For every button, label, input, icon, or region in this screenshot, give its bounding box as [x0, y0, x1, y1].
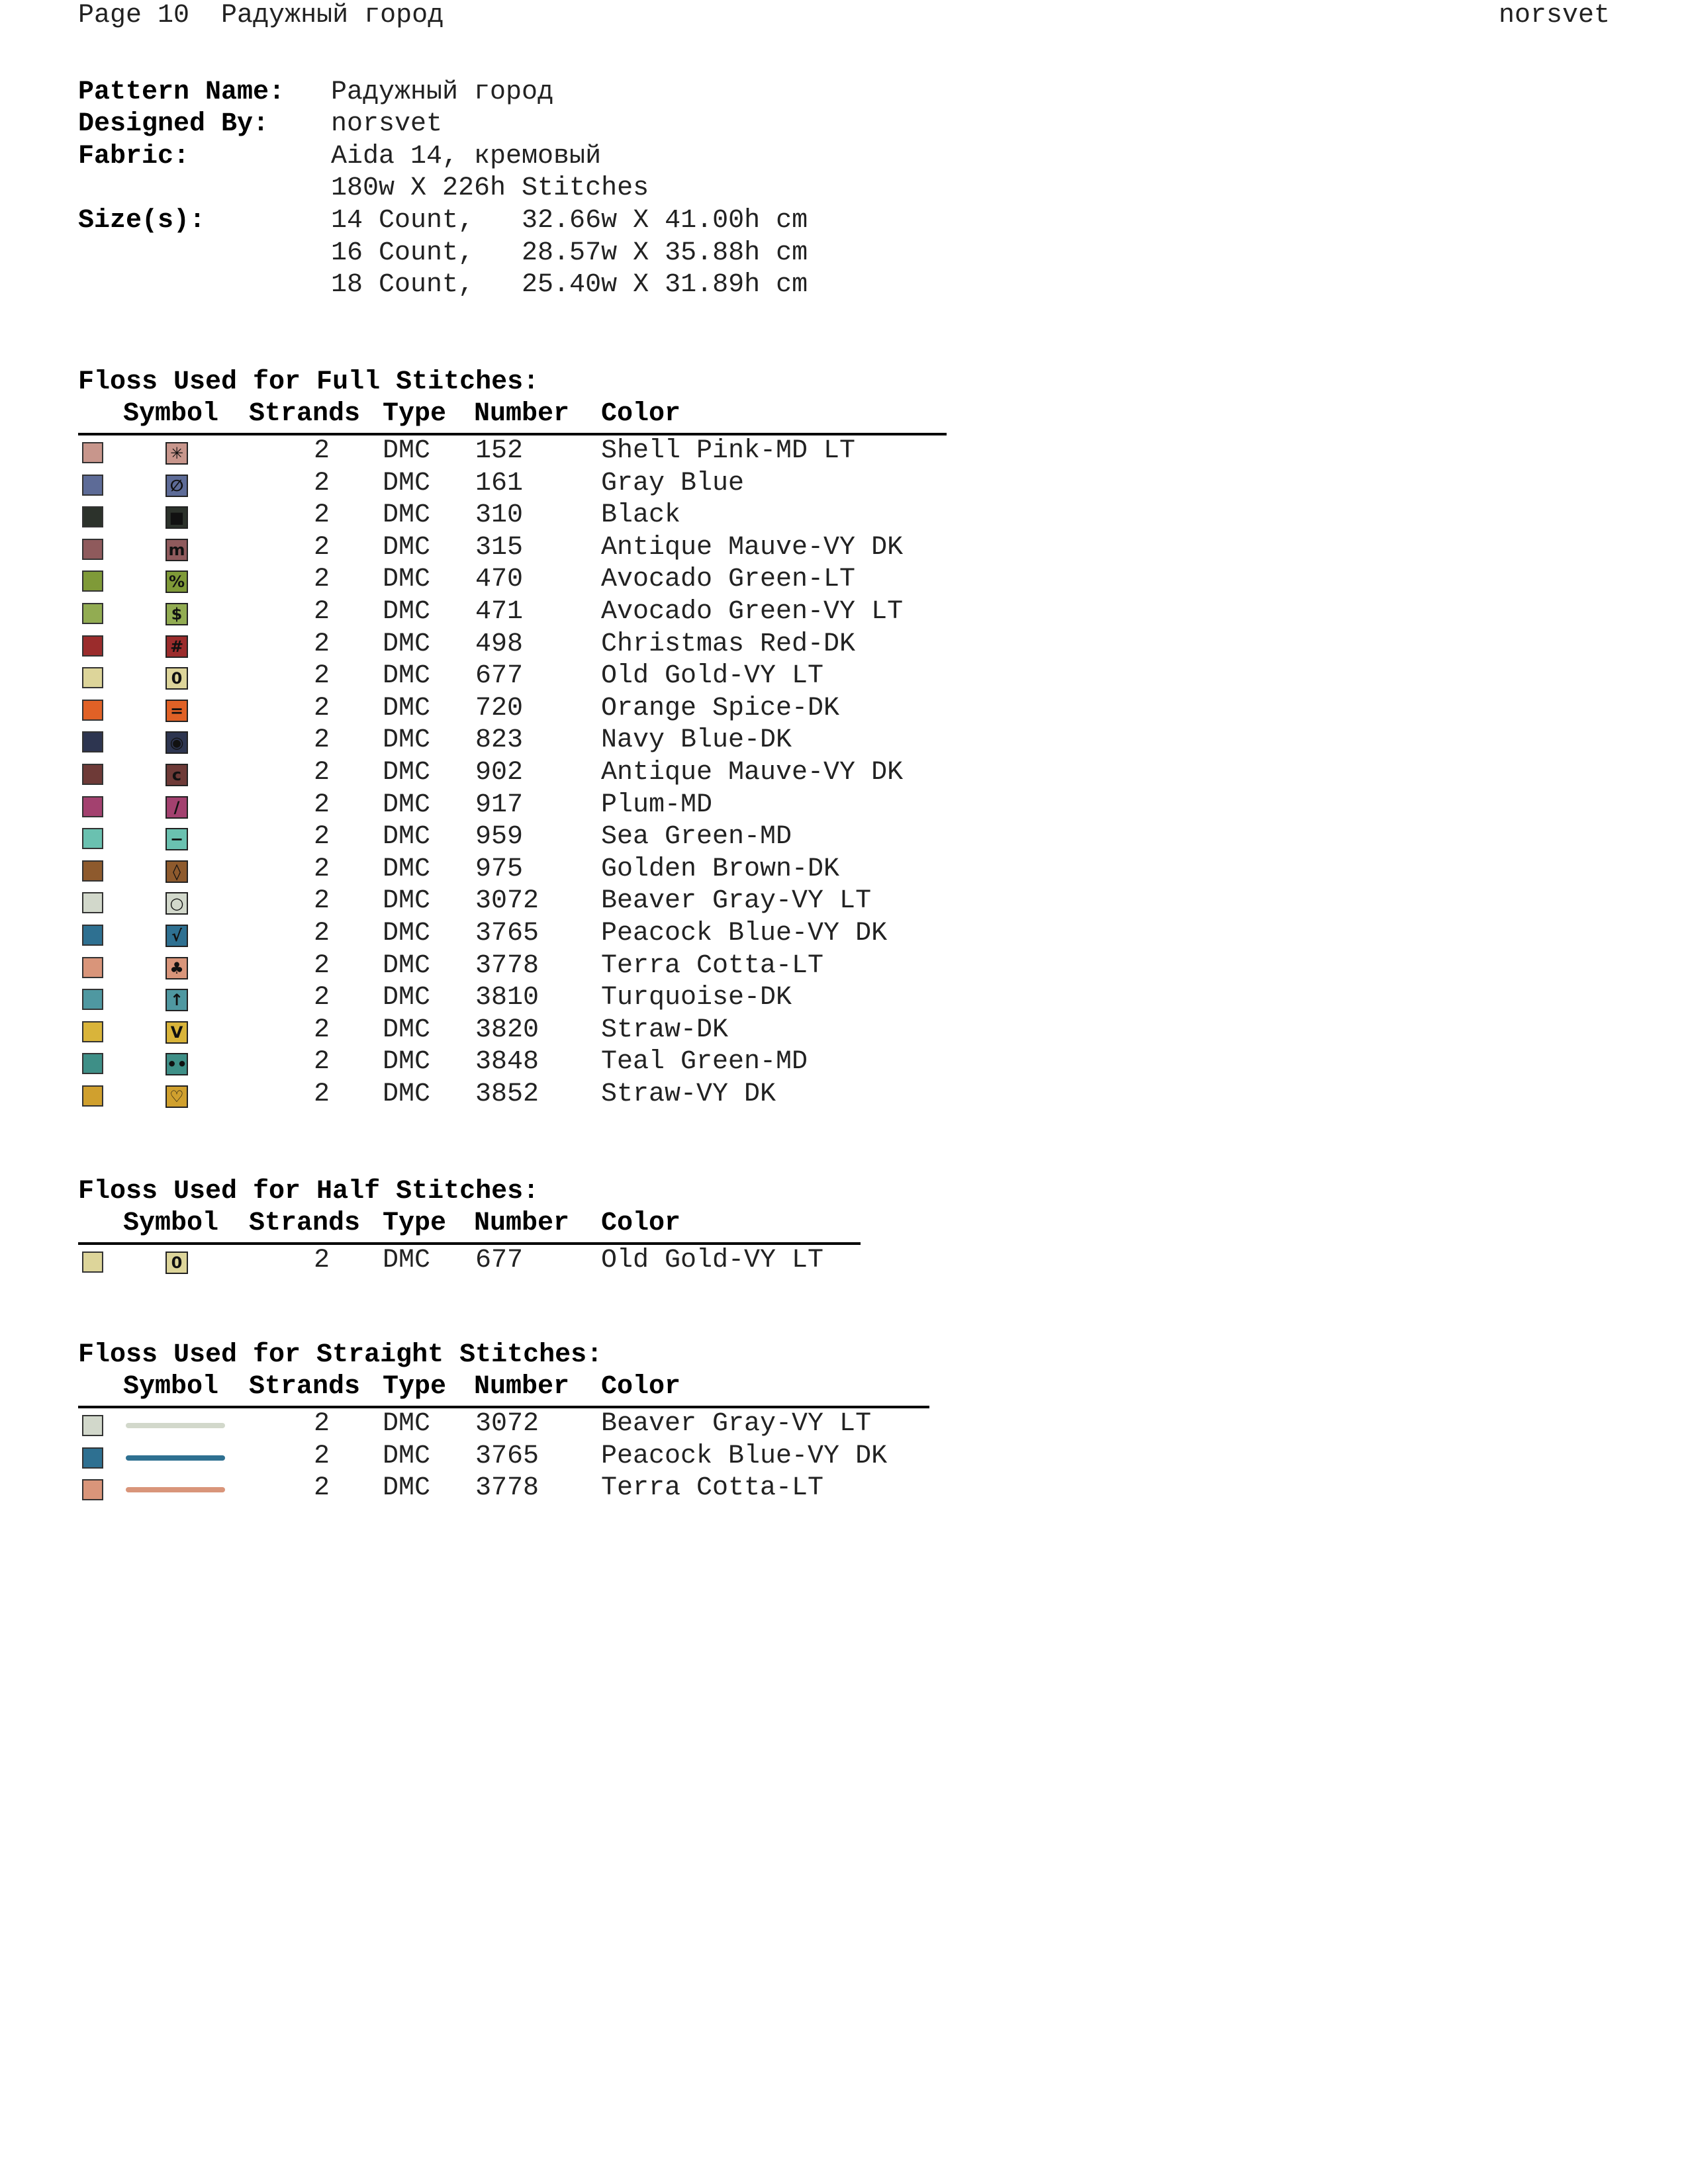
color-swatch — [82, 1479, 103, 1500]
color-name-cell: Shell Pink-MD LT — [601, 436, 856, 466]
number-cell: 152 — [475, 436, 524, 466]
color-name-cell: Sea Green-MD — [601, 822, 792, 852]
color-swatch — [82, 1021, 103, 1042]
straight-col-type: Type — [383, 1372, 447, 1402]
color-swatch — [82, 1085, 103, 1107]
stitch-symbol-icon: / — [165, 796, 188, 819]
number-cell: 3810 — [475, 983, 539, 1013]
strands-cell: 2 — [313, 436, 330, 466]
stitch-symbol-icon: ♡ — [165, 1085, 188, 1108]
color-swatch — [82, 796, 103, 817]
floss-row — [78, 918, 939, 950]
color-name-cell: Beaver Gray-VY LT — [601, 1409, 872, 1439]
color-name-cell: Plum-MD — [601, 790, 713, 820]
number-cell: 3765 — [475, 1441, 539, 1471]
floss-row — [78, 1441, 939, 1473]
color-name-cell: Beaver Gray-VY LT — [601, 886, 872, 917]
straight-col-number: Number — [474, 1372, 570, 1402]
floss-row — [78, 532, 939, 564]
color-swatch — [82, 635, 103, 657]
floss-row — [78, 564, 939, 596]
color-name-cell: Navy Blue-DK — [601, 725, 792, 756]
straight-stitch-line-symbol — [126, 1423, 225, 1428]
number-cell: 3072 — [475, 886, 539, 917]
number-cell: 470 — [475, 565, 524, 595]
color-swatch — [82, 731, 103, 752]
strands-cell: 2 — [313, 1047, 330, 1077]
stitch-symbol-icon: $ — [165, 603, 188, 625]
straight-stitches-title: Floss Used for Straight Stitches: — [78, 1340, 603, 1370]
full-col-strands: Strands — [249, 399, 361, 429]
strands-cell: 2 — [313, 661, 330, 692]
number-cell: 823 — [475, 725, 524, 756]
stitch-symbol-icon: ◊ — [165, 860, 188, 883]
floss-row — [78, 1079, 939, 1111]
type-cell: DMC — [383, 1409, 431, 1439]
floss-row — [78, 950, 939, 982]
number-cell: 917 — [475, 790, 524, 820]
stitch-symbol-icon: ◉ — [165, 731, 188, 754]
color-name-cell: Gray Blue — [601, 468, 745, 498]
type-cell: DMC — [383, 854, 431, 884]
color-name-cell: Golden Brown-DK — [601, 854, 840, 884]
strands-cell: 2 — [313, 1409, 330, 1439]
straight-col-color: Color — [601, 1372, 681, 1402]
floss-row — [78, 1408, 939, 1440]
number-cell: 3778 — [475, 950, 539, 981]
half-col-number: Number — [474, 1208, 570, 1238]
color-name-cell: Orange Spice-DK — [601, 693, 840, 723]
stitch-symbol-icon: c — [165, 764, 188, 786]
strands-cell: 2 — [313, 468, 330, 498]
stitch-symbol-icon: 0 — [165, 667, 188, 690]
stitch-symbol-icon: 0 — [165, 1251, 188, 1274]
type-cell: DMC — [383, 693, 431, 723]
type-cell: DMC — [383, 1047, 431, 1077]
strands-cell: 2 — [313, 629, 330, 659]
color-swatch — [82, 570, 103, 592]
stitch-count-value: 180w X 226h Stitches — [331, 173, 649, 203]
strands-cell: 2 — [313, 758, 330, 788]
stitch-symbol-icon: − — [165, 828, 188, 850]
color-swatch — [82, 1415, 103, 1436]
half-stitches-title: Floss Used for Half Stitches: — [78, 1177, 539, 1206]
strands-cell: 2 — [313, 1015, 330, 1045]
stitch-symbol-icon: = — [165, 700, 188, 722]
type-cell: DMC — [383, 950, 431, 981]
stitch-symbol-icon: •• — [165, 1053, 188, 1075]
color-name-cell: Teal Green-MD — [601, 1047, 808, 1077]
full-col-color: Color — [601, 399, 681, 429]
color-swatch — [82, 539, 103, 560]
stitch-symbol-icon: V — [165, 1021, 188, 1044]
type-cell: DMC — [383, 919, 431, 948]
pattern-name-value: Радужный город — [331, 77, 554, 107]
strands-cell: 2 — [313, 822, 330, 852]
type-cell: DMC — [383, 629, 431, 659]
designed-by-value: norsvet — [331, 109, 443, 139]
number-cell: 720 — [475, 693, 524, 723]
type-cell: DMC — [383, 822, 431, 852]
type-cell: DMC — [383, 1079, 431, 1109]
color-swatch — [82, 603, 103, 624]
type-cell: DMC — [383, 597, 431, 627]
strands-cell: 2 — [313, 790, 330, 820]
stitch-symbol-icon: ■ — [165, 506, 188, 529]
number-cell: 498 — [475, 629, 524, 659]
color-name-cell: Antique Mauve-VY DK — [601, 532, 904, 563]
strands-cell: 2 — [313, 725, 330, 756]
type-cell: DMC — [383, 758, 431, 788]
half-col-strands: Strands — [249, 1208, 361, 1238]
color-name-cell: Antique Mauve-VY DK — [601, 758, 904, 788]
type-cell: DMC — [383, 1246, 431, 1275]
floss-row — [78, 596, 939, 628]
number-cell: 3765 — [475, 919, 539, 948]
color-swatch — [82, 925, 103, 946]
number-cell: 3848 — [475, 1047, 539, 1077]
strands-cell: 2 — [313, 565, 330, 595]
type-cell: DMC — [383, 983, 431, 1013]
color-name-cell: Straw-VY DK — [601, 1079, 776, 1109]
full-col-symbol: Symbol — [123, 399, 219, 429]
number-cell: 471 — [475, 597, 524, 627]
color-name-cell: Peacock Blue-VY DK — [601, 1441, 888, 1471]
number-cell: 310 — [475, 500, 524, 531]
color-swatch — [82, 989, 103, 1010]
color-swatch — [82, 828, 103, 849]
page-number: Page 10 — [78, 1, 190, 30]
pattern-name-label: Pattern Name: — [78, 77, 285, 107]
number-cell: 315 — [475, 532, 524, 563]
full-col-number: Number — [474, 399, 570, 429]
strands-cell: 2 — [313, 597, 330, 627]
strands-cell: 2 — [313, 1246, 330, 1275]
strands-cell: 2 — [313, 1079, 330, 1109]
floss-row — [78, 660, 939, 692]
color-swatch — [82, 442, 103, 463]
straight-stitch-line-symbol — [126, 1487, 225, 1492]
stitch-symbol-icon: √ — [165, 925, 188, 947]
color-swatch — [82, 1053, 103, 1074]
color-swatch — [82, 667, 103, 688]
stitch-symbol-icon: ∅ — [165, 475, 188, 497]
floss-row — [78, 693, 939, 725]
color-swatch — [82, 700, 103, 721]
floss-row — [78, 757, 939, 789]
number-cell: 902 — [475, 758, 524, 788]
color-swatch — [82, 475, 103, 496]
stitch-symbol-icon: ○ — [165, 892, 188, 915]
number-cell: 975 — [475, 854, 524, 884]
fabric-value: Aida 14, кремовый — [331, 142, 602, 171]
type-cell: DMC — [383, 790, 431, 820]
color-swatch — [82, 506, 103, 527]
strands-cell: 2 — [313, 983, 330, 1013]
page-header-left — [78, 0, 444, 32]
type-cell: DMC — [383, 886, 431, 917]
type-cell: DMC — [383, 1441, 431, 1471]
number-cell: 3820 — [475, 1015, 539, 1045]
floss-row — [78, 854, 939, 886]
color-name-cell: Terra Cotta-LT — [601, 1473, 824, 1504]
type-cell: DMC — [383, 1473, 431, 1504]
color-swatch — [82, 860, 103, 882]
color-name-cell: Old Gold-VY LT — [601, 661, 824, 692]
stitch-symbol-icon: # — [165, 635, 188, 658]
color-swatch — [82, 892, 103, 913]
stitch-symbol-icon: ↑ — [165, 989, 188, 1011]
number-cell: 677 — [475, 661, 524, 692]
color-swatch — [82, 1251, 103, 1273]
strands-cell: 2 — [313, 500, 330, 531]
floss-row — [78, 1473, 939, 1504]
strands-cell: 2 — [313, 1473, 330, 1504]
color-name-cell: Old Gold-VY LT — [601, 1246, 824, 1275]
strands-cell: 2 — [313, 950, 330, 981]
page-header-author: norsvet — [1498, 1, 1610, 30]
color-swatch — [82, 1447, 103, 1469]
full-col-type: Type — [383, 399, 447, 429]
floss-row — [78, 790, 939, 821]
color-name-cell: Terra Cotta-LT — [601, 950, 824, 981]
number-cell: 161 — [475, 468, 524, 498]
floss-row — [78, 821, 939, 853]
floss-row — [78, 982, 939, 1014]
floss-row — [78, 629, 939, 660]
type-cell: DMC — [383, 436, 431, 466]
floss-row — [78, 468, 939, 500]
straight-col-strands: Strands — [249, 1372, 361, 1402]
floss-row — [78, 435, 939, 467]
strands-cell: 2 — [313, 919, 330, 948]
floss-row — [78, 500, 939, 531]
number-cell: 3072 — [475, 1409, 539, 1439]
size-18-count: 18 Count, 25.40w X 31.89h cm — [331, 270, 808, 300]
fabric-label: Fabric: — [78, 142, 190, 171]
half-col-symbol: Symbol — [123, 1208, 219, 1238]
designed-by-label: Designed By: — [78, 109, 269, 139]
half-col-color: Color — [601, 1208, 681, 1238]
color-name-cell: Turquoise-DK — [601, 983, 792, 1013]
floss-row — [78, 1245, 939, 1277]
size-16-count: 16 Count, 28.57w X 35.88h cm — [331, 238, 808, 268]
strands-cell: 2 — [313, 532, 330, 563]
number-cell: 959 — [475, 822, 524, 852]
type-cell: DMC — [383, 1015, 431, 1045]
number-cell: 677 — [475, 1246, 524, 1275]
type-cell: DMC — [383, 500, 431, 531]
strands-cell: 2 — [313, 1441, 330, 1471]
floss-row — [78, 886, 939, 917]
sizes-label: Size(s): — [78, 206, 206, 236]
floss-row — [78, 725, 939, 756]
color-name-cell: Straw-DK — [601, 1015, 729, 1045]
floss-row — [78, 1015, 939, 1046]
stitch-symbol-icon: ✳ — [165, 442, 188, 465]
color-name-cell: Avocado Green-VY LT — [601, 597, 904, 627]
page-header-title: Радужный город — [221, 1, 444, 30]
straight-stitch-line-symbol — [126, 1455, 225, 1461]
full-stitches-title: Floss Used for Full Stitches: — [78, 367, 539, 397]
color-swatch — [82, 764, 103, 785]
number-cell: 3852 — [475, 1079, 539, 1109]
color-name-cell: Black — [601, 500, 681, 531]
stitch-symbol-icon: m — [165, 539, 188, 561]
number-cell: 3778 — [475, 1473, 539, 1504]
strands-cell: 2 — [313, 886, 330, 917]
color-name-cell: Avocado Green-LT — [601, 565, 856, 595]
strands-cell: 2 — [313, 693, 330, 723]
strands-cell: 2 — [313, 854, 330, 884]
floss-row — [78, 1046, 939, 1078]
type-cell: DMC — [383, 565, 431, 595]
type-cell: DMC — [383, 661, 431, 692]
type-cell: DMC — [383, 532, 431, 563]
size-14-count: 14 Count, 32.66w X 41.00h cm — [331, 206, 808, 236]
half-col-type: Type — [383, 1208, 447, 1238]
type-cell: DMC — [383, 468, 431, 498]
straight-col-symbol: Symbol — [123, 1372, 219, 1402]
color-name-cell: Peacock Blue-VY DK — [601, 919, 888, 948]
color-name-cell: Christmas Red-DK — [601, 629, 856, 659]
color-swatch — [82, 957, 103, 978]
stitch-symbol-icon: % — [165, 570, 188, 593]
stitch-symbol-icon: ♣ — [165, 957, 188, 979]
type-cell: DMC — [383, 725, 431, 756]
